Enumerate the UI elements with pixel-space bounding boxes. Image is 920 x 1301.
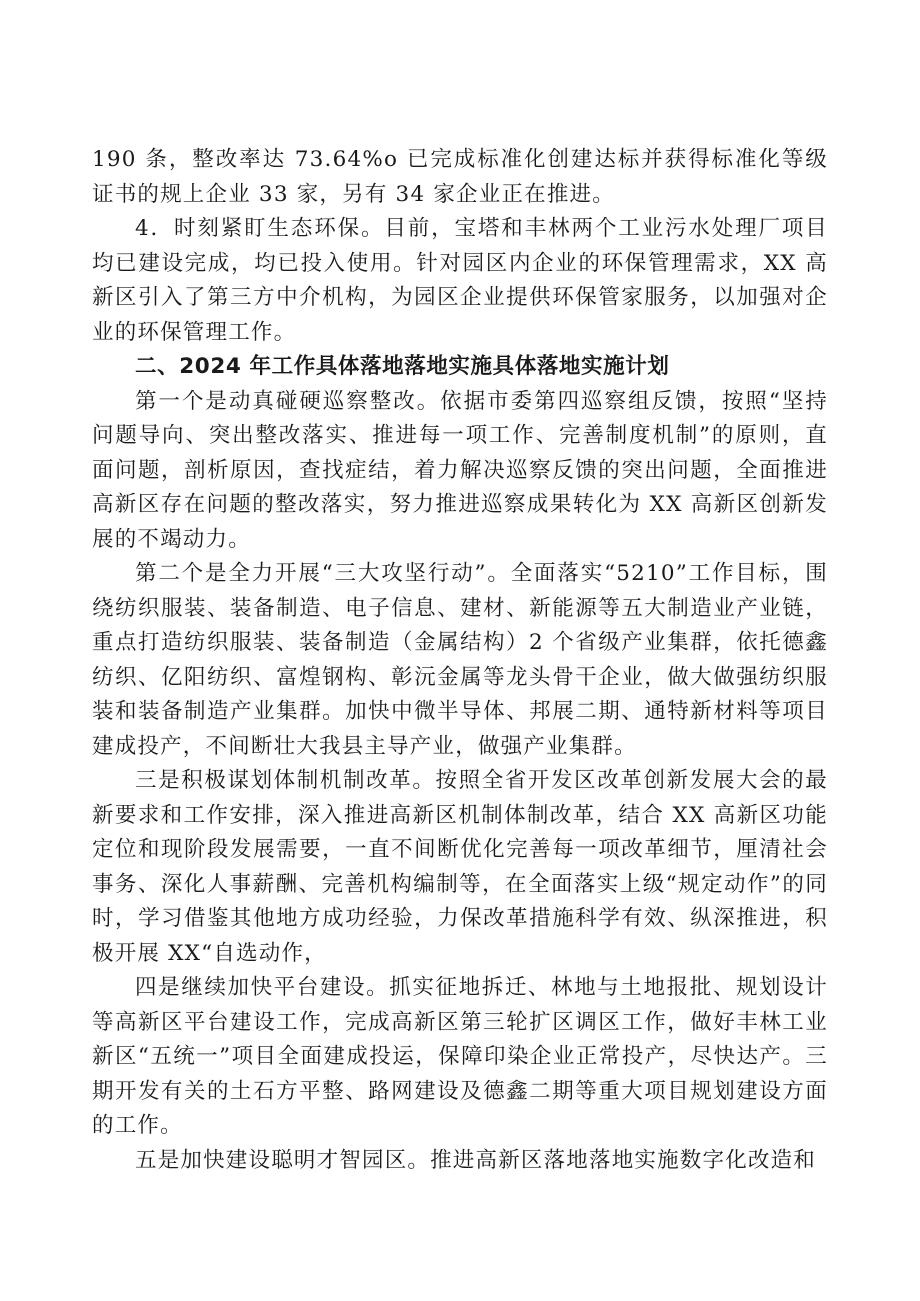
section-heading-2024-plan: 二、2024 年工作具体落地落地实施具体落地实施计划 [135,354,670,379]
paragraph-inspection-rectification: 第一个是动真碰硬巡察整改。依据市委第四巡察组反馈，按照“坚持问题导向、突出整改落实、推进每一项工作、完善制度机制”的原则，直面问题，剖析原因，查找症结，着力解决巡察反馈的突出问题，全面推进高新区存在问题的整改落实，努力推进巡察成果转化为 XX 高新区创新发展的不竭动力。 [92,388,828,552]
paragraph-smart-park: 五是加快建设聪明才智园区。推进高新区落地落地实施数字化改造和 [135,1147,817,1173]
document-page [92,143,828,1178]
paragraph-ecological-protection: 4．时刻紧盯生态环保。目前，宝塔和丰林两个工业污水处理厂项目均已建设完成，均已投入使用。针对园区内企业的环保管理需求，XX 高新区引入了第三方中介机构，为园区企业提供环保管家服务，以加强对企业的环保管理工作。 [92,216,828,345]
paragraph-three-major-actions: 第二个是全力开展“三大攻坚行动”。全面落实“5210”工作目标，围绕纺织服装、装备制造、电子信息、建材、新能源等五大制造业产业链，重点打造纺织服装、装备制造（金属结构）2 个省级产业集群，依托德鑫纺织、亿阳纺织、富煌钢构、彰沅金属等龙头骨干企业，做大做强纺织服装和装备制造产业集群。加快中微半导体、邦展二期、通特新材料等项目建成投产，不间断壮大我县主导产业，做强产业集群。 [92,561,828,759]
paragraph-safety-rectification: 190 条，整改率达 73.64%o 已完成标准化创建达标并获得标准化等级证书的规上企业 33 家，另有 34 家企业正在推进。 [92,147,828,207]
paragraph-platform-construction: 四是继续加快平台建设。抓实征地拆迁、林地与土地报批、规划设计等高新区平台建设工作，完成高新区第三轮扩区调区工作，做好丰林工业新区“五统一”项目全面建成投运，保障印染企业正常投产，尽快达产。三期开发有关的土石方平整、路网建设及德鑫二期等重大项目规划建设方面的工作。 [92,975,828,1138]
paragraph-institutional-reform: 三是积极谋划体制机制改革。按照全省开发区改革创新发展大会的最新要求和工作安排，深入推进高新区机制体制改革，结合 XX 高新区功能定位和现阶段发展需要，一直不间断优化完善每一项改革细节，厘清社会事务、深化人事薪酬、完善机构编制等，在全面落实上级“规定动作”的同时，学习借鉴其他地方成功经验，力保改革措施科学有效、纵深推进，积极开展 XX“自选动作， [92,768,828,966]
